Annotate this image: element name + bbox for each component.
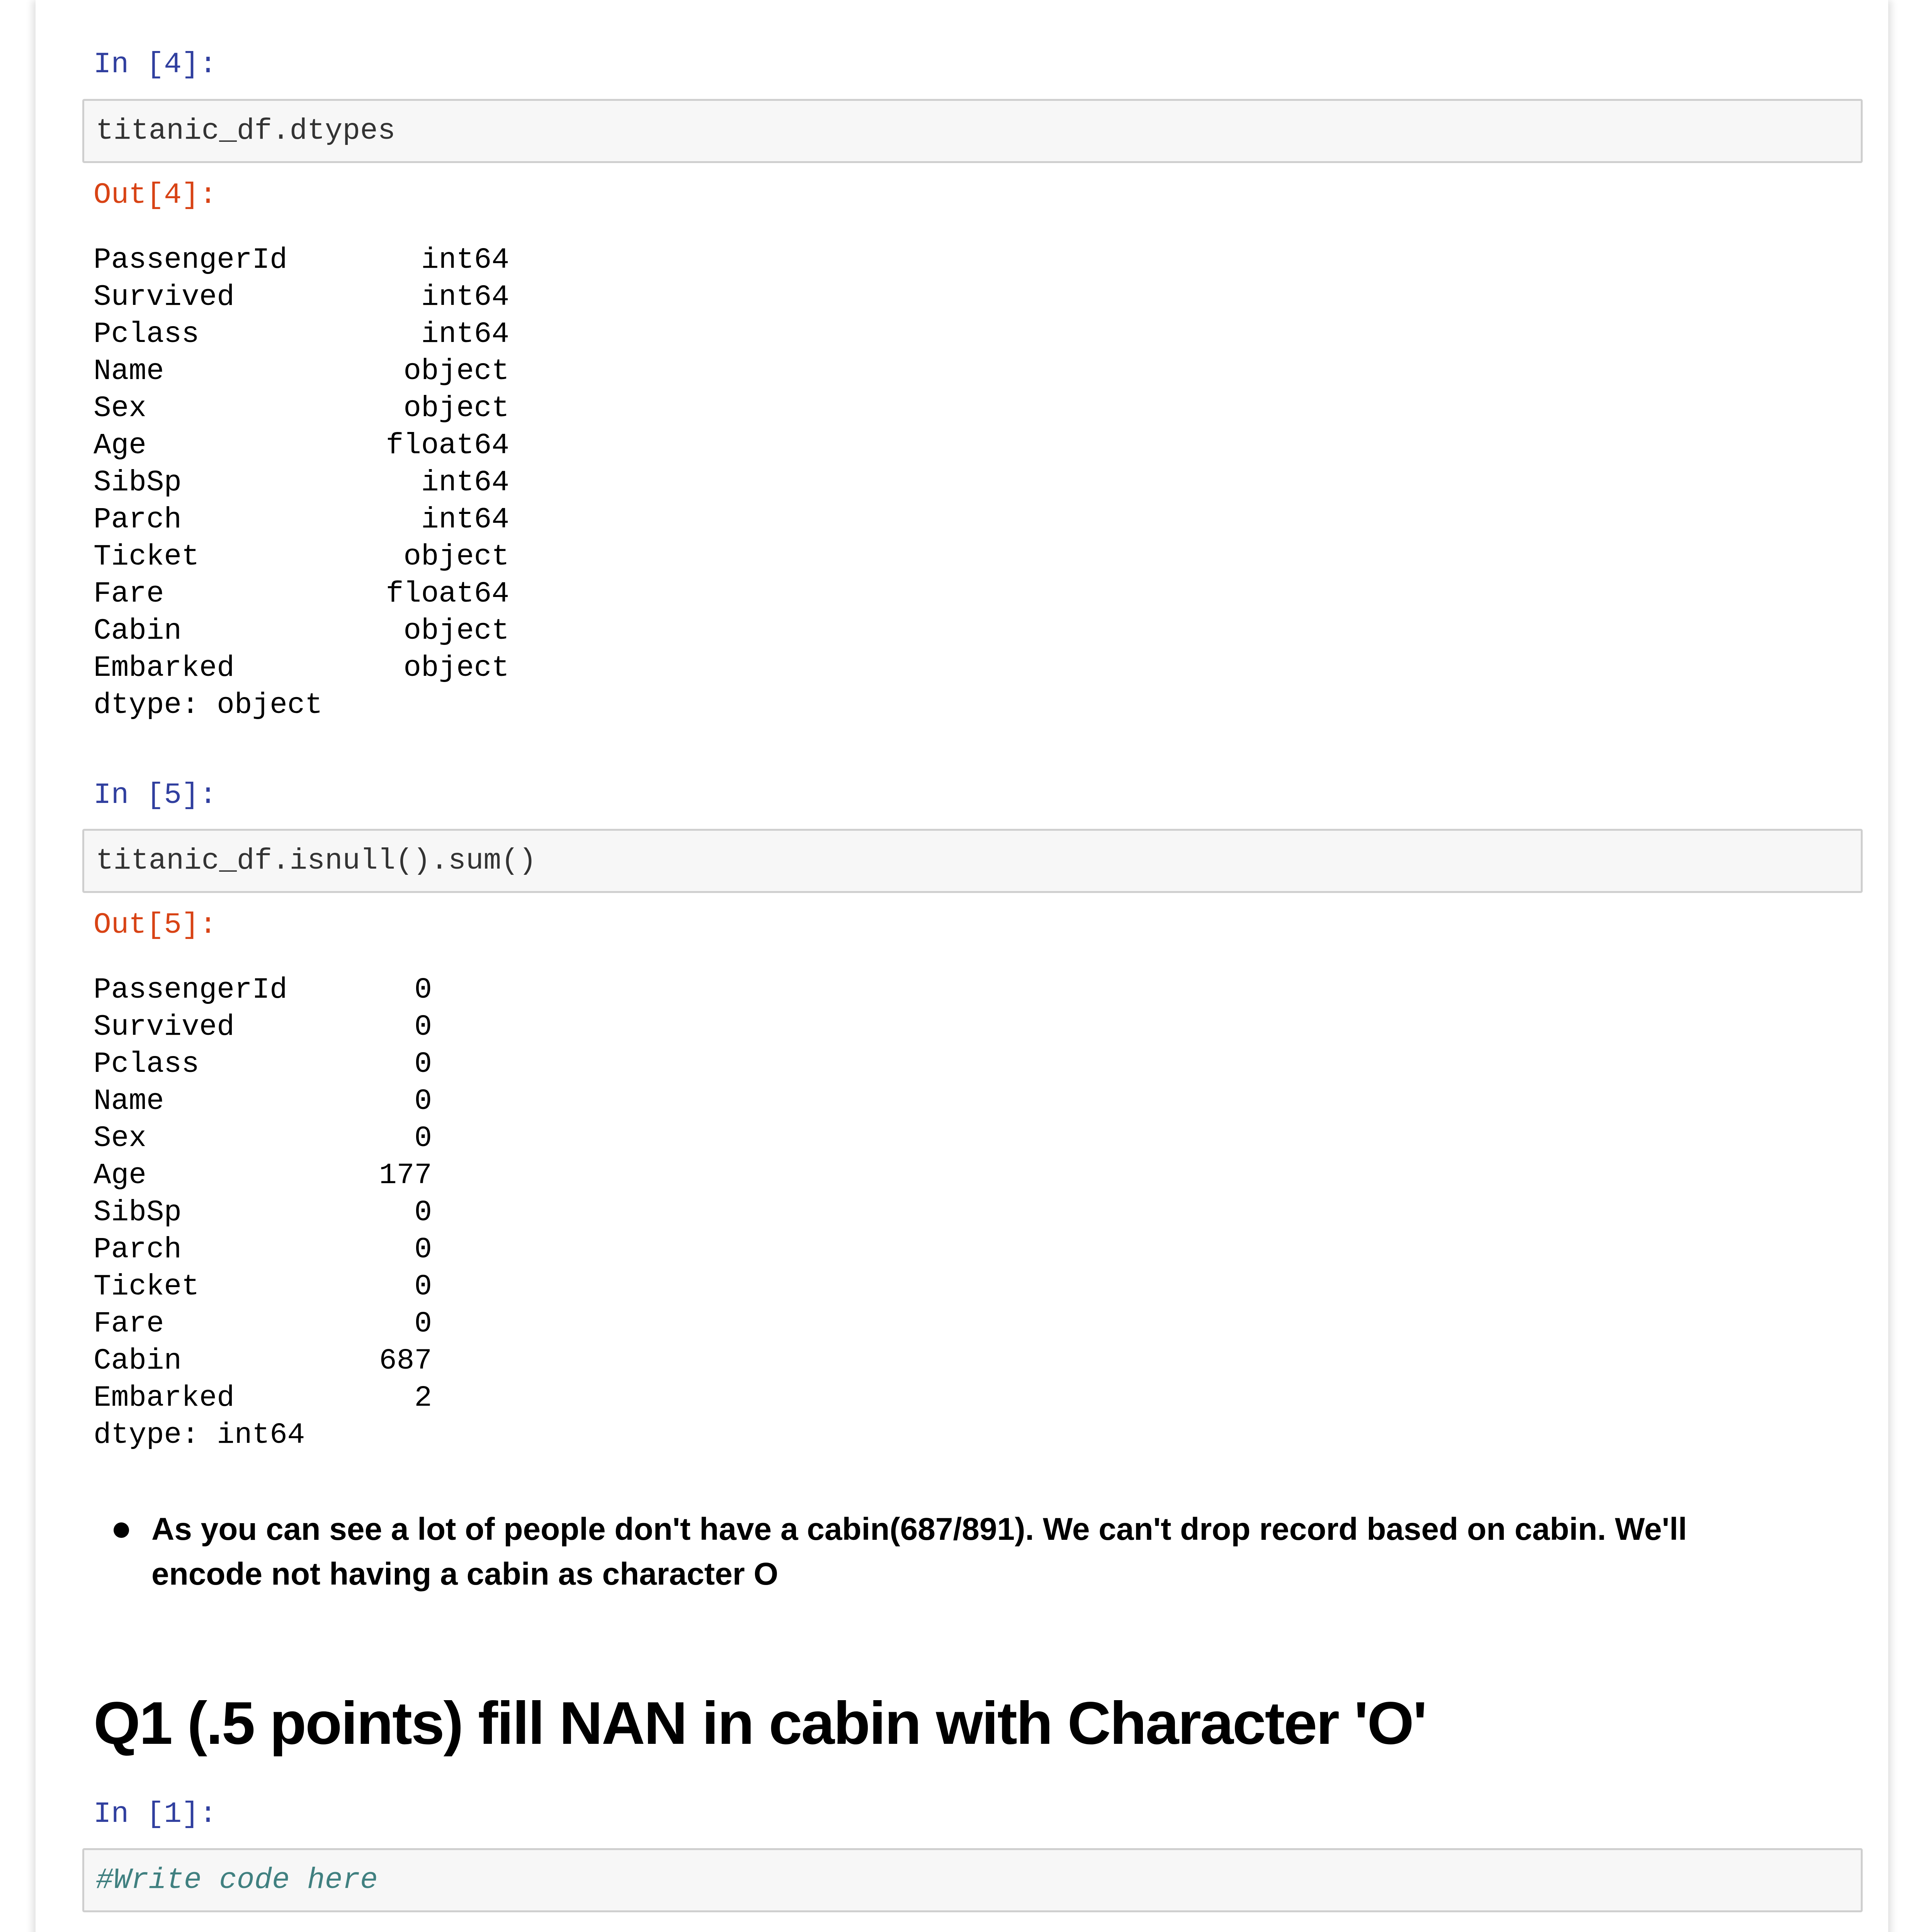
output-row: [94, 242, 509, 279]
output-value: 687: [379, 1344, 432, 1378]
output-row: [94, 1046, 432, 1083]
bullet-icon: [114, 1522, 129, 1538]
output-key: Survived: [94, 281, 235, 314]
output-key: Embarked: [94, 651, 235, 685]
output-key: Fare: [94, 1307, 164, 1340]
output-key: SibSp: [94, 466, 182, 499]
output-row: [94, 1305, 432, 1342]
output-row: [94, 464, 509, 501]
output-row: [94, 650, 509, 687]
output-value: 0: [414, 1270, 432, 1303]
output-key: PassengerId: [94, 243, 287, 277]
output-key: Cabin: [94, 614, 182, 648]
code-cell[interactable]: [82, 1848, 1863, 1912]
output-key: SibSp: [94, 1196, 182, 1229]
output-key: Name: [94, 355, 164, 388]
output-value: 0: [414, 1122, 432, 1155]
output-row: [94, 1342, 432, 1379]
output-value: 2: [414, 1381, 432, 1415]
output-row: [94, 279, 509, 316]
output-row: [94, 1009, 432, 1046]
output-row: [94, 427, 509, 464]
output-row: [94, 501, 509, 538]
output-key: Ticket: [94, 1270, 199, 1303]
cell-output: [94, 971, 432, 1454]
output-row: [94, 390, 509, 427]
output-value: 0: [414, 1010, 432, 1044]
output-value: object: [403, 651, 509, 685]
output-row: [94, 538, 509, 575]
output-value: object: [403, 614, 509, 648]
output-key: Parch: [94, 503, 182, 536]
output-row: [94, 612, 509, 650]
output-value: int64: [421, 318, 509, 351]
output-row: [94, 1157, 432, 1194]
output-value: float64: [386, 429, 509, 462]
output-key: Fare: [94, 577, 164, 611]
output-value: int64: [421, 466, 509, 499]
output-row: [94, 1268, 432, 1305]
output-row: [94, 1231, 432, 1268]
output-value: int64: [421, 281, 509, 314]
output-footer: dtype: int64: [94, 1418, 305, 1452]
output-prompt: Out[4]:: [94, 179, 217, 212]
input-prompt: In [4]:: [94, 48, 217, 81]
output-key: Sex: [94, 392, 146, 425]
output-row: [94, 575, 509, 612]
output-key: Ticket: [94, 540, 199, 573]
notebook-page: [36, 0, 1888, 1932]
input-prompt: In [1]:: [94, 1798, 217, 1831]
output-key: Name: [94, 1085, 164, 1118]
output-key: PassengerId: [94, 973, 287, 1007]
output-key: Age: [94, 429, 146, 462]
output-value: object: [403, 540, 509, 573]
code-cell[interactable]: [82, 99, 1863, 163]
markdown-note: As you can see a lot of people don't have a cabin(687/891). We can't drop record based on cabin. We'll encode not having a cabin as character O: [151, 1512, 1687, 1592]
output-value: 0: [414, 1196, 432, 1229]
output-key: Pclass: [94, 318, 199, 351]
output-key: Survived: [94, 1010, 235, 1044]
output-value: 177: [379, 1159, 432, 1192]
output-value: object: [403, 355, 509, 388]
output-row: [94, 353, 509, 390]
output-row: [94, 1379, 432, 1417]
output-key: Parch: [94, 1233, 182, 1266]
output-value: 0: [414, 1307, 432, 1340]
output-key: Sex: [94, 1122, 146, 1155]
output-value: 0: [414, 1233, 432, 1266]
output-key: Embarked: [94, 1381, 235, 1415]
output-footer: dtype: object: [94, 689, 323, 722]
output-key: Age: [94, 1159, 146, 1192]
output-value: 0: [414, 1048, 432, 1081]
output-row: [94, 1083, 432, 1120]
output-value: object: [403, 392, 509, 425]
code-text: titanic_df.dtypes: [96, 114, 396, 148]
output-row: [94, 1120, 432, 1157]
output-row: [94, 316, 509, 353]
code-comment: #Write code here: [96, 1864, 378, 1897]
output-row: [94, 971, 432, 1009]
cell-output: [94, 242, 509, 724]
output-key: Pclass: [94, 1048, 199, 1081]
output-value: 0: [414, 973, 432, 1007]
input-prompt: In [5]:: [94, 779, 217, 812]
output-value: 0: [414, 1085, 432, 1118]
output-prompt: Out[5]:: [94, 908, 217, 942]
code-text: titanic_df.isnull().sum(): [96, 844, 537, 878]
output-key: Cabin: [94, 1344, 182, 1378]
section-heading: Q1 (.5 points) fill NAN in cabin with Character 'O': [94, 1690, 1426, 1757]
output-value: int64: [421, 243, 509, 277]
output-value: float64: [386, 577, 509, 611]
output-value: int64: [421, 503, 509, 536]
code-cell[interactable]: [82, 829, 1863, 893]
output-row: [94, 1194, 432, 1231]
